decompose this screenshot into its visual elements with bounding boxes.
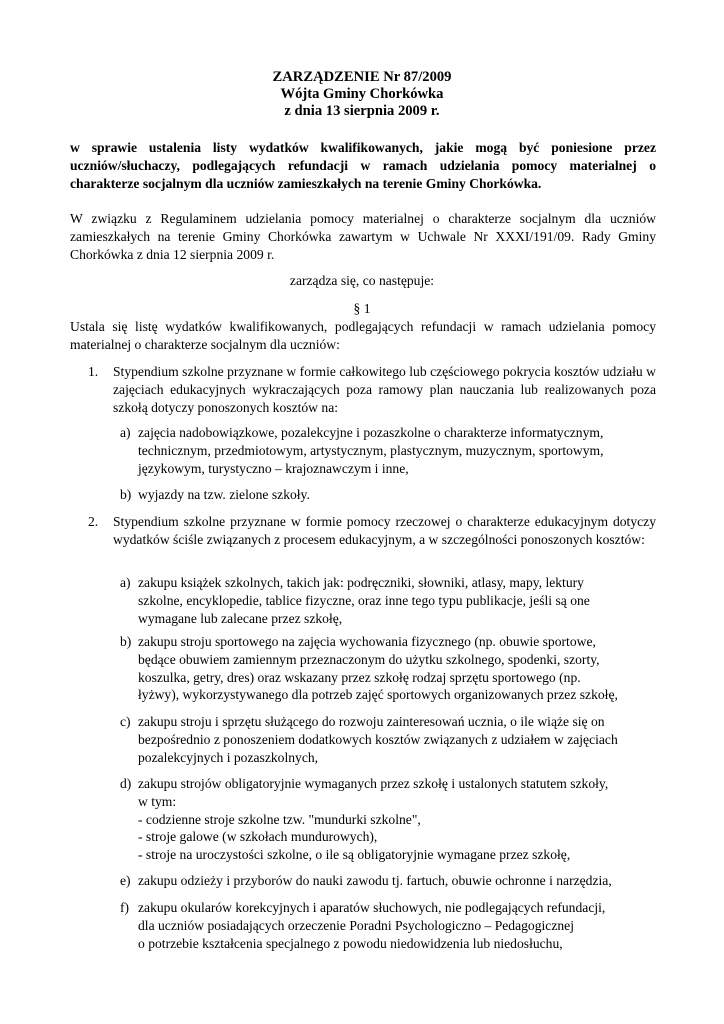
sub-item-label: b): [120, 634, 132, 649]
sub-item-line: w tym:: [138, 793, 177, 809]
sub-item-line: - stroje galowe (w szkołach mundurowych),: [138, 829, 378, 845]
document-subject: w sprawie ustalenia listy wydatków kwalifikowanych, jakie mogą być poniesione przez uczniów/słuchaczy, podlegających refundacji w ramach udzielania pomocy materialnej o charakterze socjalnym dla uczniów zamieszkałych na terenie Gminy Chorkówka.: [70, 140, 656, 191]
paragraph-text: Ustala się listę wydatków kwalifikowanych, podlegających refundacji w ramach udzielania pomocy materialnej o charakterze socjalnym dla uczniów:: [70, 319, 656, 352]
sub-item-line: koszulka, getry, dres) oraz wskazany przez szkołę rodzaj sprzętu sportowego (np.: [138, 669, 581, 685]
sub-item-line: zajęcia nadobowiązkowe, pozalekcyjne i pozaszkolne o charakterze informatycznym,: [138, 425, 604, 440]
sub-item-1a: [120, 424, 656, 477]
sub-item-line: technicznym, przedmiotowym, artystycznym, plastycznym, muzycznym, sportowym,: [138, 442, 604, 458]
sub-item-line: dla uczniów posiadających orzeczenie Poradni Psychologiczno – Pedagogicznej: [138, 917, 574, 933]
sub-item-line: zakupu strojów obligatoryjnie wymaganych przez szkołę i ustalonych statutem szkoły,: [138, 776, 609, 791]
sub-item-label: c): [120, 714, 131, 729]
sub-item-2a: [120, 574, 656, 627]
sub-item-2f: [120, 899, 656, 952]
sub-item-2b: [120, 633, 656, 704]
sub-item-line: zakupu okularów korekcyjnych i aparatów słuchowych, nie podlegających refundacji,: [138, 900, 606, 915]
sub-item-label: e): [120, 873, 131, 888]
sub-item-label: b): [120, 487, 132, 502]
sub-item-line: - stroje na uroczystości szkolne, o ile są obligatoryjnie wymagane przez szkołę,: [138, 847, 571, 863]
sub-item-label: f): [120, 900, 130, 915]
sub-item-line: bezpośrednio z ponoszeniem dodatkowych kosztów związanych z udziałem w zajęciach: [138, 731, 618, 747]
intro-paragraph: W związku z Regulaminem udzielania pomocy materialnej o charakterze socjalnym dla uczniów zamieszkałych na terenie Gminy Chorkówka zawartym w Uchwale Nr XXXI/191/09. Rady Gminy Chorkówka z dnia 12 sierpnia 2009 r.: [70, 211, 656, 262]
document-header: [0, 69, 724, 121]
sub-item-2e: [120, 872, 656, 890]
list-item-1: [88, 363, 656, 416]
list-item-text: Stypendium szkolne przyznane w formie pomocy rzeczowej o charakterze edukacyjnym dotyczy wydatków ściśle związanych z procesem edukacyjnym, a w szczególności ponoszonych kosztów:: [113, 514, 656, 547]
sub-item-line: szkolne, encyklopedie, tablice fizyczne, oraz inne tego typu publikacje, jeśli są one: [138, 592, 590, 608]
sub-item-line: zakupu książek szkolnych, takich jak: podręczniki, słowniki, atlasy, mapy, lektury: [138, 575, 584, 590]
sub-item-line: o potrzebie kształcenia specjalnego z powodu niedowidzenia lub niedosłuchu,: [138, 935, 563, 951]
sub-item-label: d): [120, 776, 132, 791]
sub-item-line: będące obuwiem zamiennym przeznaczonym do użytku szkolnego, spodenki, szorty,: [138, 651, 600, 667]
sub-item-line: łyżwy), wykorzystywanego dla potrzeb zajęć sportowych organizowanych przez szkołę,: [138, 687, 618, 703]
sub-item-line: językowym, turystyczno – krajoznawczym i inne,: [138, 460, 409, 476]
document-issuer: Wójta Gminy Chorkówka: [280, 86, 444, 103]
sub-item-label: a): [120, 425, 131, 440]
sub-item-line: pozalekcyjnych i pozaszkolnych,: [138, 749, 319, 765]
decree-line: zarządza się, co następuje:: [289, 273, 435, 288]
list-item-2: [88, 513, 656, 549]
sub-item-2c: [120, 713, 656, 766]
list-item-number: 2.: [88, 514, 99, 529]
sub-item-2d: [120, 775, 656, 864]
document-date: z dnia 13 sierpnia 2009 r.: [284, 103, 440, 120]
document-title: ZARZĄDZENIE Nr 87/2009: [272, 69, 452, 85]
sub-item-line: wymagane lub zalecane przez szkołę,: [138, 610, 343, 626]
sub-item-line: zakupu stroju i sprzętu służącego do rozwoju zainteresowań ucznia, o ile wiąże się on: [138, 714, 605, 729]
sub-item-label: a): [120, 575, 131, 590]
sub-item-line: zakupu odzieży i przyborów do nauki zawodu tj. fartuch, obuwie ochronne i narzędzia,: [138, 873, 612, 888]
sub-item-line: zakupu stroju sportowego na zajęcia wychowania fizycznego (np. obuwie sportowe,: [138, 634, 596, 649]
list-item-number: 1.: [88, 364, 99, 379]
sub-item-1b: [120, 486, 656, 504]
paragraph-mark: § 1: [353, 301, 371, 316]
list-item-text: Stypendium szkolne przyznane w formie całkowitego lub częściowego pokrycia kosztów udziału w zajęciach edukacyjnych wykraczających poza ramowy plan nauczania lub realizowanych poza szkołą dotyczy ponoszonych kosztów na:: [113, 364, 656, 415]
sub-item-line: - codzienne stroje szkolne tzw. "mundurki szkolne",: [138, 811, 421, 827]
sub-item-line: wyjazdy na tzw. zielone szkoły.: [138, 487, 310, 502]
